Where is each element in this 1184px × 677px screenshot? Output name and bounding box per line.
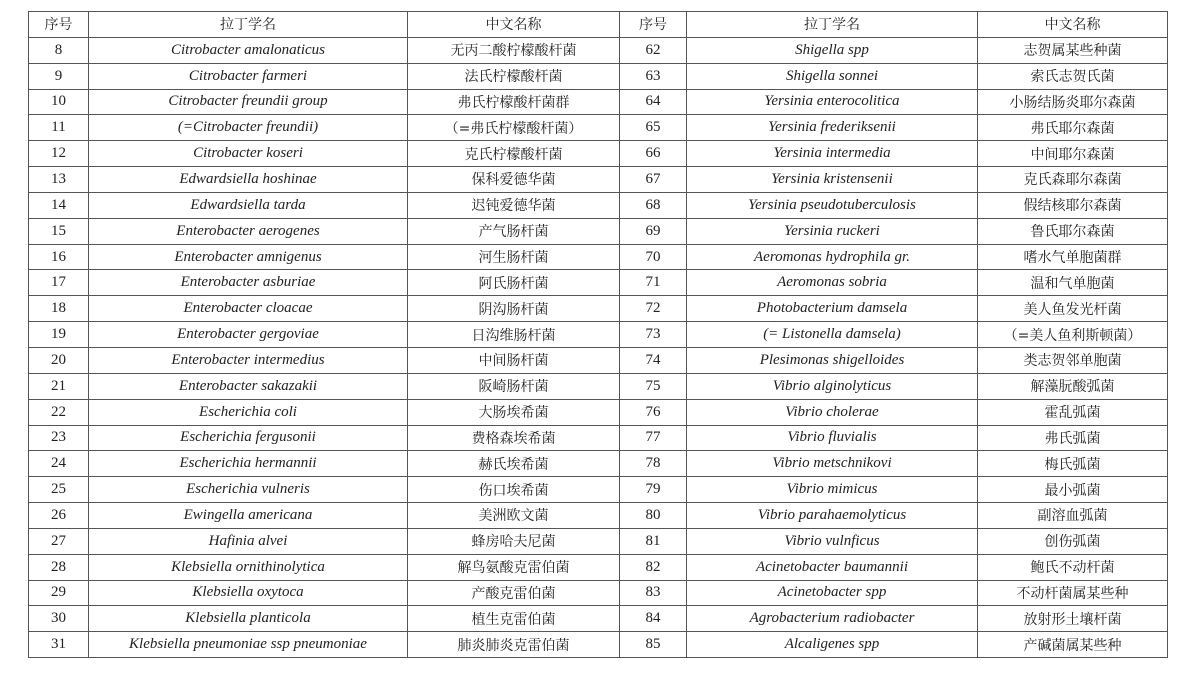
cell-no-left: 20 (29, 347, 89, 373)
cell-latin-right: Yersinia frederiksenii (687, 115, 978, 141)
cell-latin-right: Yersinia pseudotuberculosis (687, 192, 978, 218)
cell-no-right: 76 (620, 399, 687, 425)
cell-chinese-left: 大肠埃希菌 (408, 399, 620, 425)
cell-latin-left: Escherichia coli (89, 399, 408, 425)
table-row (29, 451, 1168, 477)
header-chinese-right: 中文名称 (978, 12, 1168, 38)
cell-no-left: 11 (29, 115, 89, 141)
cell-latin-left: (=Citrobacter freundii) (89, 115, 408, 141)
cell-no-left: 26 (29, 503, 89, 529)
cell-latin-left: Hafinia alvei (89, 528, 408, 554)
cell-latin-left: Enterobacter sakazakii (89, 373, 408, 399)
cell-no-right: 68 (620, 192, 687, 218)
cell-latin-right: Aeromonas hydrophila gr. (687, 244, 978, 270)
cell-latin-right: Vibrio metschnikovi (687, 451, 978, 477)
table-row (29, 373, 1168, 399)
cell-latin-left: Enterobacter asburiae (89, 270, 408, 296)
cell-latin-right: (= Listonella damsela) (687, 322, 978, 348)
cell-no-left: 22 (29, 399, 89, 425)
cell-latin-left: Ewingella americana (89, 503, 408, 529)
table-row (29, 606, 1168, 632)
cell-latin-left: Citrobacter koseri (89, 141, 408, 167)
cell-chinese-left: 费格森埃希菌 (408, 425, 620, 451)
cell-latin-right: Alcaligenes spp (687, 632, 978, 658)
cell-chinese-left: （=弗氏柠檬酸杆菌） (408, 115, 620, 141)
cell-no-right: 82 (620, 554, 687, 580)
cell-chinese-left: 阿氏肠杆菌 (408, 270, 620, 296)
species-table (28, 11, 1168, 658)
cell-no-right: 79 (620, 477, 687, 503)
table-row (29, 580, 1168, 606)
table-row (29, 63, 1168, 89)
cell-latin-left: Escherichia hermannii (89, 451, 408, 477)
cell-latin-left: Enterobacter aerogenes (89, 218, 408, 244)
cell-chinese-left: 阴沟肠杆菌 (408, 296, 620, 322)
cell-latin-left: Klebsiella pneumoniae ssp pneumoniae (89, 632, 408, 658)
cell-chinese-left: 植生克雷伯菌 (408, 606, 620, 632)
cell-no-right: 64 (620, 89, 687, 115)
cell-chinese-left: 赫氏埃希菌 (408, 451, 620, 477)
cell-chinese-left: 河生肠杆菌 (408, 244, 620, 270)
cell-latin-left: Citrobacter freundii group (89, 89, 408, 115)
cell-chinese-right: 弗氏弧菌 (978, 425, 1168, 451)
cell-no-left: 28 (29, 554, 89, 580)
cell-chinese-left: 克氏柠檬酸杆菌 (408, 141, 620, 167)
header-latin-right: 拉丁学名 (687, 12, 978, 38)
cell-no-right: 62 (620, 37, 687, 63)
cell-chinese-right: 温和气单胞菌 (978, 270, 1168, 296)
table-row (29, 399, 1168, 425)
cell-no-left: 12 (29, 141, 89, 167)
cell-latin-right: Yersinia enterocolitica (687, 89, 978, 115)
table-row (29, 37, 1168, 63)
cell-no-right: 77 (620, 425, 687, 451)
table-row (29, 218, 1168, 244)
cell-no-right: 84 (620, 606, 687, 632)
table-row (29, 425, 1168, 451)
cell-latin-right: Yersinia ruckeri (687, 218, 978, 244)
cell-chinese-left: 解鸟氨酸克雷伯菌 (408, 554, 620, 580)
cell-no-right: 85 (620, 632, 687, 658)
header-row (29, 12, 1168, 38)
cell-chinese-right: 类志贺邻单胞菌 (978, 347, 1168, 373)
cell-no-right: 63 (620, 63, 687, 89)
cell-latin-right: Vibrio cholerae (687, 399, 978, 425)
cell-no-right: 81 (620, 528, 687, 554)
header-no-left: 序号 (29, 12, 89, 38)
cell-chinese-left: 无丙二酸柠檬酸杆菌 (408, 37, 620, 63)
table-row (29, 554, 1168, 580)
cell-chinese-right: 产碱菌属某些种 (978, 632, 1168, 658)
cell-latin-right: Aeromonas sobria (687, 270, 978, 296)
cell-latin-right: Vibrio fluvialis (687, 425, 978, 451)
cell-no-right: 75 (620, 373, 687, 399)
table-row (29, 192, 1168, 218)
cell-chinese-left: 日沟维肠杆菌 (408, 322, 620, 348)
cell-no-left: 29 (29, 580, 89, 606)
cell-chinese-right: 鲁氏耶尔森菌 (978, 218, 1168, 244)
cell-latin-right: Yersinia intermedia (687, 141, 978, 167)
cell-chinese-left: 产气肠杆菌 (408, 218, 620, 244)
cell-no-right: 80 (620, 503, 687, 529)
cell-chinese-left: 弗氏柠檬酸杆菌群 (408, 89, 620, 115)
cell-latin-left: Edwardsiella tarda (89, 192, 408, 218)
cell-latin-left: Enterobacter amnigenus (89, 244, 408, 270)
cell-latin-left: Klebsiella planticola (89, 606, 408, 632)
cell-no-right: 83 (620, 580, 687, 606)
cell-chinese-right: 假结核耶尔森菌 (978, 192, 1168, 218)
cell-no-right: 74 (620, 347, 687, 373)
cell-chinese-left: 伤口埃希菌 (408, 477, 620, 503)
cell-no-left: 27 (29, 528, 89, 554)
cell-no-right: 72 (620, 296, 687, 322)
cell-latin-right: Acinetobacter spp (687, 580, 978, 606)
cell-no-left: 30 (29, 606, 89, 632)
cell-chinese-right: 小肠结肠炎耶尔森菌 (978, 89, 1168, 115)
cell-chinese-right: 中间耶尔森菌 (978, 141, 1168, 167)
cell-no-left: 18 (29, 296, 89, 322)
header-no-right: 序号 (620, 12, 687, 38)
cell-chinese-right: 弗氏耶尔森菌 (978, 115, 1168, 141)
table-row (29, 167, 1168, 193)
cell-chinese-left: 法氏柠檬酸杆菌 (408, 63, 620, 89)
cell-chinese-right: 最小弧菌 (978, 477, 1168, 503)
cell-chinese-left: 迟钝爱德华菌 (408, 192, 620, 218)
cell-latin-left: Escherichia vulneris (89, 477, 408, 503)
cell-no-left: 16 (29, 244, 89, 270)
cell-no-left: 31 (29, 632, 89, 658)
cell-chinese-right: 嗜水气单胞菌群 (978, 244, 1168, 270)
cell-no-left: 19 (29, 322, 89, 348)
cell-chinese-right: 放射形土壤杆菌 (978, 606, 1168, 632)
cell-no-right: 78 (620, 451, 687, 477)
header-latin-left: 拉丁学名 (89, 12, 408, 38)
cell-latin-right: Acinetobacter baumannii (687, 554, 978, 580)
cell-chinese-right: 不动杆菌属某些种 (978, 580, 1168, 606)
cell-latin-right: Agrobacterium radiobacter (687, 606, 978, 632)
cell-latin-right: Vibrio parahaemolyticus (687, 503, 978, 529)
cell-chinese-right: 霍乱弧菌 (978, 399, 1168, 425)
cell-no-left: 15 (29, 218, 89, 244)
cell-latin-left: Citrobacter amalonaticus (89, 37, 408, 63)
header-chinese-left: 中文名称 (408, 12, 620, 38)
cell-chinese-right: 梅氏弧菌 (978, 451, 1168, 477)
table-row (29, 503, 1168, 529)
cell-no-left: 10 (29, 89, 89, 115)
cell-chinese-left: 美洲欧文菌 (408, 503, 620, 529)
cell-chinese-left: 保科爱德华菌 (408, 167, 620, 193)
cell-latin-left: Enterobacter cloacae (89, 296, 408, 322)
cell-no-left: 14 (29, 192, 89, 218)
cell-no-right: 66 (620, 141, 687, 167)
cell-chinese-left: 中间肠杆菌 (408, 347, 620, 373)
cell-chinese-left: 产酸克雷伯菌 (408, 580, 620, 606)
cell-latin-right: Plesimonas shigelloides (687, 347, 978, 373)
cell-no-left: 21 (29, 373, 89, 399)
table-row (29, 89, 1168, 115)
table-row (29, 244, 1168, 270)
cell-no-right: 69 (620, 218, 687, 244)
cell-no-left: 24 (29, 451, 89, 477)
cell-latin-right: Vibrio vulnficus (687, 528, 978, 554)
table-row (29, 632, 1168, 658)
cell-no-left: 13 (29, 167, 89, 193)
cell-latin-right: Shigella spp (687, 37, 978, 63)
cell-latin-right: Vibrio alginolyticus (687, 373, 978, 399)
table-row (29, 296, 1168, 322)
cell-no-left: 23 (29, 425, 89, 451)
cell-latin-left: Klebsiella oxytoca (89, 580, 408, 606)
table-body (29, 37, 1168, 657)
cell-no-left: 25 (29, 477, 89, 503)
cell-latin-left: Edwardsiella hoshinae (89, 167, 408, 193)
cell-no-right: 67 (620, 167, 687, 193)
cell-chinese-right: 索氏志贺氏菌 (978, 63, 1168, 89)
cell-chinese-right: 创伤弧菌 (978, 528, 1168, 554)
cell-latin-right: Yersinia kristensenii (687, 167, 978, 193)
cell-no-left: 17 (29, 270, 89, 296)
cell-latin-left: Citrobacter farmeri (89, 63, 408, 89)
cell-chinese-right: 美人鱼发光杆菌 (978, 296, 1168, 322)
table-row (29, 141, 1168, 167)
cell-no-right: 71 (620, 270, 687, 296)
cell-chinese-left: 蜂房哈夫尼菌 (408, 528, 620, 554)
cell-latin-left: Klebsiella ornithinolytica (89, 554, 408, 580)
cell-latin-right: Photobacterium damsela (687, 296, 978, 322)
cell-chinese-left: 阪崎肠杆菌 (408, 373, 620, 399)
cell-no-right: 73 (620, 322, 687, 348)
table-row (29, 477, 1168, 503)
table-row (29, 528, 1168, 554)
cell-chinese-right: 克氏森耶尔森菌 (978, 167, 1168, 193)
cell-chinese-left: 肺炎肺炎克雷伯菌 (408, 632, 620, 658)
cell-latin-right: Shigella sonnei (687, 63, 978, 89)
cell-no-left: 8 (29, 37, 89, 63)
cell-no-right: 70 (620, 244, 687, 270)
cell-chinese-right: 解藻朊酸弧菌 (978, 373, 1168, 399)
cell-chinese-right: 副溶血弧菌 (978, 503, 1168, 529)
cell-chinese-right: （=美人鱼利斯顿菌） (978, 322, 1168, 348)
table-row (29, 347, 1168, 373)
cell-latin-left: Enterobacter gergoviae (89, 322, 408, 348)
table-row (29, 270, 1168, 296)
table-row (29, 115, 1168, 141)
cell-latin-right: Vibrio mimicus (687, 477, 978, 503)
cell-chinese-right: 鲍氏不动杆菌 (978, 554, 1168, 580)
cell-latin-left: Enterobacter intermedius (89, 347, 408, 373)
cell-no-left: 9 (29, 63, 89, 89)
cell-chinese-right: 志贺属某些种菌 (978, 37, 1168, 63)
table-row (29, 322, 1168, 348)
cell-no-right: 65 (620, 115, 687, 141)
cell-latin-left: Escherichia fergusonii (89, 425, 408, 451)
